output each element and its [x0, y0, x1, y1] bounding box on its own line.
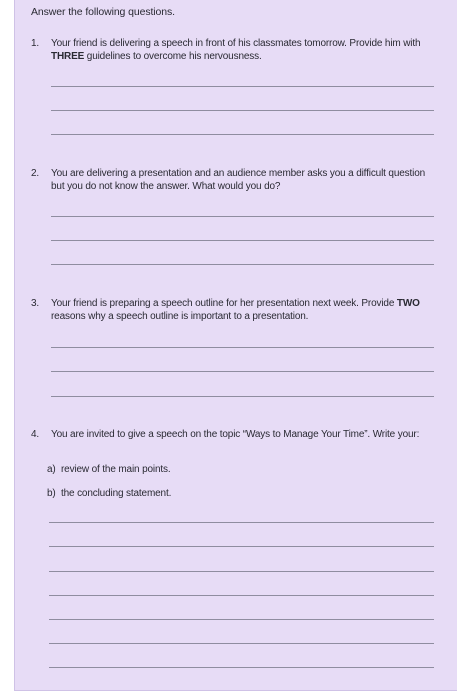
answer-line[interactable]: [51, 86, 434, 87]
question-text: Your friend is preparing a speech outline for her presentation next week. Provide TWO reasons why a speech outline is important to a presentation.: [51, 298, 420, 322]
question-text: You are delivering a presentation and an audience member asks you a difficult question but you do not know the answer. What would you do?: [51, 168, 426, 192]
question-4: [31, 429, 441, 442]
question-number: 3.: [31, 298, 40, 309]
part-letter: a): [47, 464, 56, 475]
question-4-part-b: [47, 488, 171, 499]
answer-line[interactable]: [51, 134, 434, 135]
question-4-part-a: [47, 464, 171, 475]
answer-line[interactable]: [49, 619, 434, 620]
question-text: You are invited to give a speech on the topic “Ways to Manage Your Time”. Write your:: [51, 429, 420, 440]
answer-line[interactable]: [51, 264, 434, 265]
question-number: 1.: [31, 38, 40, 49]
worksheet-page: [14, 0, 457, 691]
part-text: the concluding statement.: [61, 488, 172, 499]
answer-line[interactable]: [49, 522, 434, 523]
answer-line[interactable]: [51, 216, 434, 217]
question-text: Your friend is delivering a speech in front of his classmates tomorrow. Provide him with THREE guidelines to overcome his nervousness.: [51, 38, 421, 62]
emphasis-text: THREE: [51, 50, 85, 62]
instructions-heading: Answer the following questions.: [31, 6, 175, 18]
question-1: [31, 38, 441, 63]
question-number: 4.: [31, 429, 40, 440]
answer-line[interactable]: [51, 396, 434, 397]
answer-line[interactable]: [49, 667, 434, 668]
answer-line[interactable]: [49, 546, 434, 547]
part-text: review of the main points.: [61, 464, 171, 475]
emphasis-text: TWO: [396, 298, 420, 309]
question-number: 2.: [31, 168, 40, 179]
part-letter: b): [47, 488, 56, 499]
answer-line[interactable]: [49, 571, 434, 572]
answer-line[interactable]: [49, 643, 434, 644]
answer-line[interactable]: [51, 371, 434, 372]
question-2: [31, 168, 441, 193]
answer-line[interactable]: [51, 110, 434, 111]
question-3: [31, 298, 441, 323]
answer-line[interactable]: [51, 240, 434, 241]
answer-line[interactable]: [49, 595, 434, 596]
answer-line[interactable]: [51, 347, 434, 348]
